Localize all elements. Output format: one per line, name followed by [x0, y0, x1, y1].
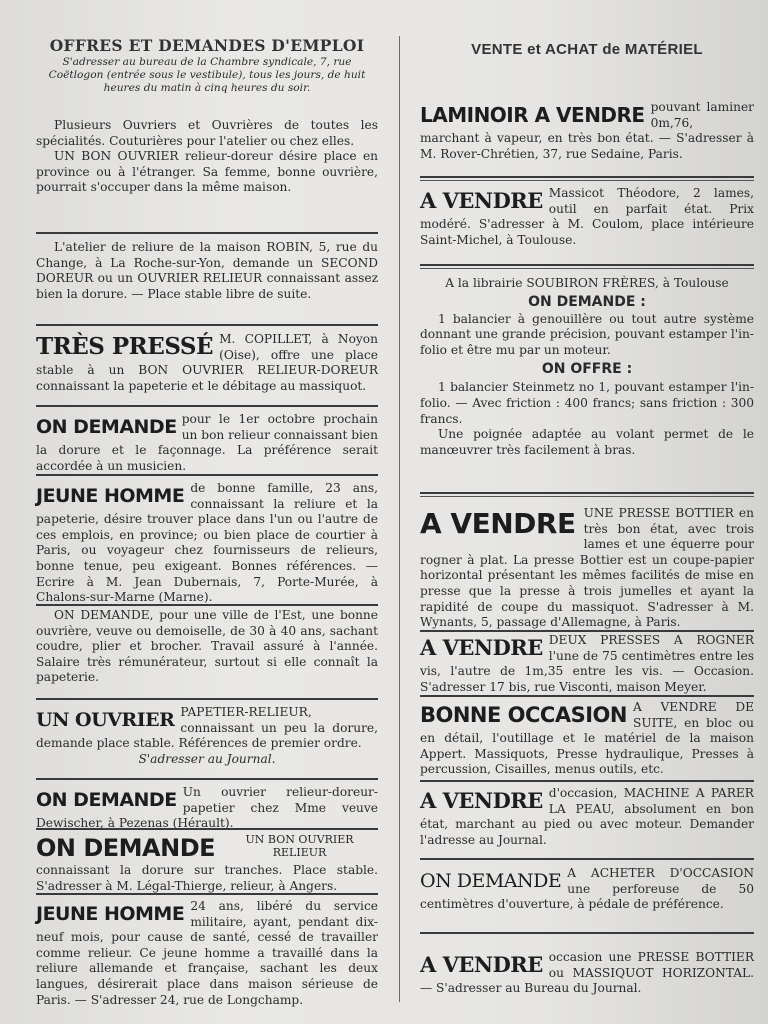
ad-tres-presse: [36, 332, 378, 394]
ad-ouvriers: [36, 118, 378, 196]
rule: [36, 405, 378, 407]
rule: [36, 604, 378, 606]
ad-presse-bottier: [420, 506, 754, 631]
ad-machine-parer-head: A VENDRE: [420, 788, 543, 813]
ad-presses-rogner-head: A VENDRE: [420, 635, 543, 660]
ad-ville-est: [36, 608, 378, 686]
ad-soubiron-demande-text: 1 balancier à genouillère ou tout autre système donnant une grande précision, pouvant estamper l'in-folio et être mu par un moteur.: [420, 311, 754, 357]
ad-on-demande-1-text: pour le 1er octobre prochain un bon relieur connaissant bien la dorure et le façonnage. La préférence serait accordée à un musicien.: [36, 412, 378, 473]
ad-presse-bottier-head: A VENDRE: [420, 507, 576, 540]
rule: [420, 780, 754, 782]
ad-laminoir: [420, 100, 754, 162]
ad-massicot: [420, 186, 754, 248]
employment-title: OFFRES ET DEMANDES D'EMPLOI: [49, 36, 365, 55]
ad-soubiron-note: Une poignée adaptée au volant permet de le manœuvrer très facilement à bras.: [420, 427, 754, 457]
ad-machine-parer: [420, 786, 754, 848]
rule: [420, 630, 754, 632]
employment-header: [36, 38, 378, 95]
materiel-header: [420, 42, 754, 58]
ad-presse-bottier-text: UNE PRESSE BOTTIER en très bon état, avec trois lames et une équerre pour rogner à plat. La presse Bottier est un coupe-papier horizontal présentant les mêmes facilités de mise en presse que la presse à trois jumelles et ayant la rapidité de coupe du massiquot. S'adresser à M. Wynants, 5, passage d'Allemagne, à Paris.: [420, 506, 754, 630]
rule: [36, 474, 378, 476]
rule: [36, 778, 378, 780]
ad-soubiron-demande: ON DEMANDE :: [528, 293, 646, 310]
ad-soubiron-offre-text: 1 balancier Steinmetz no 1, pouvant estamper l'in-folio. — Avec friction : 400 francs; sans friction : 300 francs.: [420, 380, 754, 426]
rule: [36, 324, 378, 326]
ad-perforeuse-head: ON DEMANDE: [420, 870, 562, 892]
ad-robin-text: L'atelier de reliure de la maison ROBIN, 5, rue du Change, à La Roche-sur-Yon, demande un SECOND DOREUR ou un OUVRIER RELIEUR connaissant assez bien la dorure. — Place stable libre de suite.: [36, 240, 378, 301]
ad-massicot-text: Massicot Théodore, 2 lames, outil en parfait état. Prix modéré. S'adresser à M. Coulom, place intérieure Saint-Michel, à Toulouse.: [420, 186, 754, 247]
ad-on-demande-1-head: ON DEMANDE: [36, 416, 177, 438]
ad-massiquot-horizontal-head: A VENDRE: [420, 952, 543, 977]
employment-subtitle: S'adresser au bureau de la Chambre syndicale, 7, rue Coëtlogon (entrée sous le vestibule), tous les jours, de huit heures du matin à cinq heures du soir.: [48, 55, 366, 94]
ad-jeune-homme-1-text: de bonne famille, 23 ans, connaissant la reliure et la papeterie, désire trouver place dans l'un ou l'autre de ces emplois, en province; ou bien place de courtier à Paris, ou voyageur chez fournisseurs de relieurs, bonne tenue, peu exigeant. Bonnes références. — Ecrire à M. Jean Dubernais, 7, Porte-Murée, à Chalons-sur-Marne (Marne).: [36, 481, 378, 605]
ad-jeune-homme-2: [36, 899, 378, 1008]
ad-tres-presse-text: M. COPILLET, à Noyon (Oise), offre une place stable à un BON OUVRIER RELIEUR-DOREUR connaissant la papeterie et le débitage au massiquot.: [36, 332, 378, 393]
ad-on-demande-3-side: UN BON OUVRIER RELIEUR: [245, 833, 354, 859]
rule: [36, 828, 378, 830]
ad-perforeuse-text: A ACHETER D'OCCASION une perforeuse de 50 centimètres d'ouverture, à pédale de préférence.: [420, 866, 754, 912]
rule: [36, 893, 378, 895]
rule: [420, 858, 754, 860]
ad-ville-est-text: ON DEMANDE, pour une ville de l'Est, une bonne ouvrière, veuve ou demoiselle, de 30 à 40 ans, sachant coudre, plier et brocher. Travail assuré à l'année. Salaire très rémunérateur, surtout si elle connaît la papeterie.: [36, 608, 378, 685]
ad-soubiron-offre: ON OFFRE :: [541, 361, 633, 378]
ad-bonne-occasion: [420, 700, 754, 778]
ad-un-ouvrier-head: UN OUVRIER: [36, 709, 175, 731]
rule: [36, 698, 378, 700]
ad-massicot-head: A VENDRE: [420, 188, 543, 213]
ad-robin: [36, 240, 378, 302]
rule: [420, 492, 754, 497]
rule: [420, 695, 754, 697]
ad-bonne-occasion-head: BONNE OCCASION: [420, 703, 627, 727]
ad-un-ouvrier: [36, 705, 378, 767]
ad-bonne-occasion-text: A VENDRE DE SUITE, en bloc ou en détail, l'outillage et le matériel de la maison Appert. Massiquots, Presse hydraulique, Presses à percussion, Cisailles, menus outils, etc.: [420, 700, 754, 777]
ad-on-demande-3-text: connaissant la dorure sur tranches. Place stable. S'adresser à M. Légal-Thierge, relieur, à Angers.: [36, 863, 378, 893]
ad-jeune-homme-1: [36, 481, 378, 606]
materiel-title: VENTE et ACHAT de MATÉRIEL: [471, 41, 703, 58]
ad-on-demande-2: [36, 785, 378, 832]
ad-ouvriers-text: Plusieurs Ouvriers et Ouvrières de toutes les spécialités. Couturières pour l'atelier ou chez elles.: [36, 118, 378, 148]
ad-on-demande-1: [36, 412, 378, 474]
ad-bon-ouvrier-text: UN BON OUVRIER relieur-doreur désire place en province ou à l'étranger. Sa femme, bonne ouvrière, pourrait s'occuper dans la même maison.: [36, 149, 378, 195]
ad-massiquot-horizontal-text: occasion une PRESSE BOTTIER ou MASSIQUOT HORIZONTAL. — S'adresser au Bureau du Journal.: [420, 950, 754, 996]
ad-soubiron-top: A la librairie SOUBIRON FRÈRES, à Toulouse: [445, 276, 729, 290]
ad-jeune-homme-2-head: JEUNE HOMME: [36, 903, 185, 925]
rule: [420, 932, 754, 934]
ad-massiquot-horizontal: [420, 950, 754, 997]
rule: [420, 176, 754, 181]
ad-on-demande-3-head: ON DEMANDE: [36, 834, 216, 862]
column-divider: [399, 36, 400, 1002]
rule: [36, 232, 378, 234]
ad-laminoir-head: LAMINOIR A VENDRE: [420, 103, 645, 127]
ad-jeune-homme-1-head: JEUNE HOMME: [36, 485, 185, 507]
ad-un-ouvrier-text: PAPETIER-RELIEUR, connaissant un peu la dorure, demande place stable. Références de premier ordre.: [36, 705, 378, 751]
ad-perforeuse: [420, 866, 754, 913]
ad-jeune-homme-2-text: 24 ans, libéré du service militaire, ayant, pendant dix-neuf mois, pour cause de santé, cessé de travailler comme relieur. Ce jeune homme a travaillé dans la reliure allemande et française, sachant les deux langues, désirerait place dans maison sérieuse de Paris. — S'adresser 24, rue de Longchamp.: [36, 899, 378, 1007]
ad-on-demande-2-text: Un ouvrier relieur-doreur-papetier chez Mme veuve Dewischer, à Pezenas (Hérault).: [36, 785, 378, 831]
ad-tres-presse-head: TRÈS PRESSÉ: [36, 333, 214, 360]
ad-presses-rogner-text: DEUX PRESSES A ROGNER l'une de 75 centimètres entre les vis, l'autre de 1m,35 entre les vis. — Occasion. S'adresser 17 bis, rue Visconti, maison Meyer.: [420, 633, 754, 694]
ad-on-demande-2-head: ON DEMANDE: [36, 789, 177, 811]
ad-machine-parer-text: d'occasion, MACHINE A PARER LA PEAU, absolument en bon état, marchant au pied ou avec moteur. Demander l'adresse au Journal.: [420, 786, 754, 847]
ad-soubiron: [420, 276, 754, 458]
ad-presses-rogner: [420, 633, 754, 695]
ad-on-demande-3: [36, 833, 378, 894]
ad-un-ouvrier-foot: S'adresser au Journal.: [138, 751, 276, 766]
rule: [420, 264, 754, 269]
ad-laminoir-text: pouvant laminer 0m,76, marchant à vapeur, en très bon état. — S'adresser à M. Rover-Chrétien, 37, rue Sedaine, Paris.: [420, 100, 754, 161]
